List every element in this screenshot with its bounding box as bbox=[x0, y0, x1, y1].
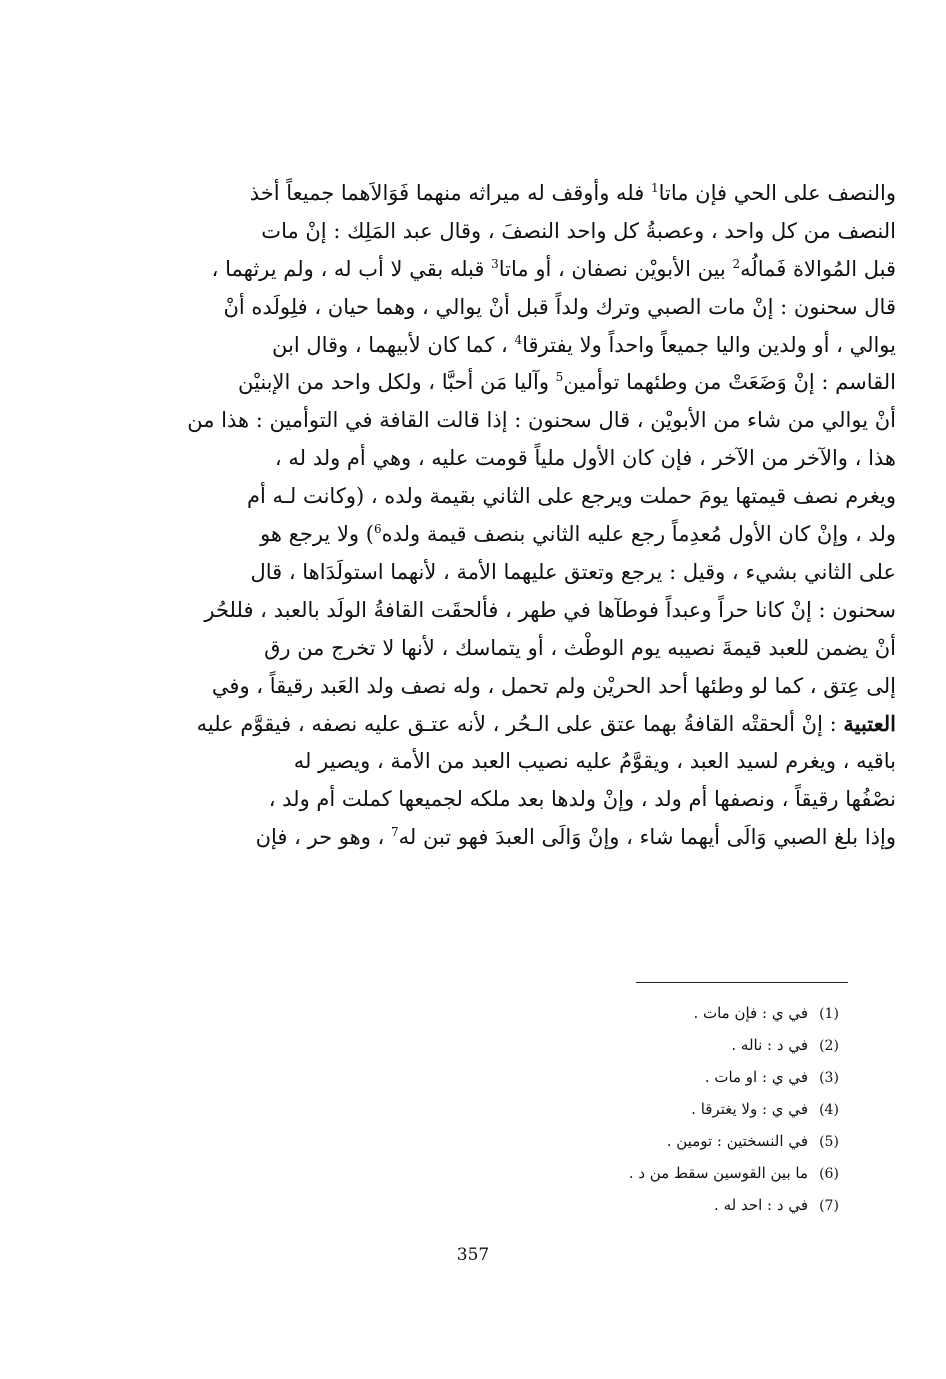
page-number: 357 bbox=[456, 1245, 490, 1265]
footnote-number: (3) bbox=[819, 1070, 839, 1086]
footnote-number: (6) bbox=[819, 1166, 839, 1182]
footnote-marker: 3 bbox=[491, 256, 499, 271]
footnote-item bbox=[470, 997, 850, 1029]
body-line: قال سحنون : إنْ مات الصبي وترك ولداً قبل أنْ يوالي ، وهما حيان ، فلِولَده أنْ bbox=[223, 294, 896, 319]
footnote-text: في النسختين : تومين . bbox=[666, 1132, 808, 1150]
footnote-number: (5) bbox=[819, 1134, 839, 1150]
bold-term: العتبية bbox=[843, 711, 896, 737]
footnote-marker: 1 bbox=[650, 181, 659, 195]
body-line: أنْ يوالي من شاء من الأبويْن ، قال سحنون : إذا قالت القافة في التوأمين : هذا من bbox=[187, 408, 896, 433]
body-line: إلى عِتق ، كما لو وطئها أحد الحريْن ولم تحمل ، وله نصف ولد العَبد رقيقاً ، وفي bbox=[211, 673, 896, 698]
body-line: نصْفُها رقيقاً ، ونصفها أم ولد ، وإنْ ولدها بعد ملكه لجميعها كملت أم ولد ، bbox=[268, 787, 896, 812]
body-line: العتبية : إنْ ألحقتْه القافةُ بهما عتق على الـحُر ، لأنه عتـق عليه نصفه ، فيقوَّم عليه bbox=[196, 711, 896, 737]
body-line: هذا ، والآخر من الآخر ، فإن كان الأول ملياً قومت عليه ، وهي أم ولد له ، bbox=[274, 446, 896, 471]
main-text-block bbox=[184, 175, 896, 857]
footnote-marker: 7 bbox=[391, 825, 399, 840]
footnote-text: في د : احد له . bbox=[714, 1196, 808, 1214]
body-line: النصف من كل واحد ، وعصبةُ كل واحد النصفَ ، وقال عبد المَلِك : إنْ مات bbox=[261, 218, 896, 243]
footnote-separator bbox=[636, 982, 848, 983]
footnote-number: (1) bbox=[819, 1006, 839, 1022]
body-line: قبل المُوالاة فَمالُه$^2$ بين الأبويْن نصفان ، أو ماتا$^3$ قبله بقي لا أب له ، ولم يرثهما ، bbox=[211, 256, 896, 281]
body-line: وإذا بلغ الصبي وَالَى أيهما شاء ، وإنْ وَالَى العبدَ فهو تبن له$^7$ ، وهو حر ، فإن bbox=[255, 825, 896, 850]
footnote-text: في ي : فإن مات . bbox=[693, 1004, 808, 1022]
body-line: باقيه ، ويغرم لسيد العبد ، ويقوَّمُ عليه نصيب العبد من الأمة ، ويصير له bbox=[293, 749, 896, 774]
footnote-marker: 5 bbox=[555, 370, 564, 385]
body-line: القاسم : إنْ وَضَعَتْ من وطئهما توأمين$^5$ وآليا مَن أحبَّا ، ولكل واحد من الإبنيْن bbox=[238, 370, 896, 395]
body-line: ولد ، وإنْ كان الأول مُعدِماً رجع عليه الثاني بنصف قيمة ولده$^6$) ولا يرجع هو bbox=[260, 522, 896, 547]
footnote-marker: 2 bbox=[732, 256, 741, 271]
footnote-item bbox=[470, 1061, 850, 1093]
body-line: ويغرم نصف قيمتها يومَ حملت ويرجع على الثاني بقيمة ولده ، (وكانت لـه أم bbox=[246, 484, 896, 509]
footnote-marker: 6 bbox=[373, 522, 382, 537]
footnote-item bbox=[470, 1093, 850, 1125]
footnote-item bbox=[470, 1157, 850, 1189]
footnote-number: (2) bbox=[819, 1038, 839, 1054]
footnote-text: ما بين القوسين سقط من د . bbox=[628, 1164, 808, 1182]
footnote-text: في د : ناله . bbox=[731, 1036, 808, 1054]
footnote-text: في ي : ولا يغترقا . bbox=[691, 1100, 808, 1118]
footnote-item bbox=[470, 1125, 850, 1157]
footnotes-list bbox=[470, 997, 850, 1221]
footnote-text: في ي : او مات . bbox=[704, 1068, 808, 1086]
footnote-number: (7) bbox=[819, 1198, 839, 1214]
footnote-marker: 4 bbox=[514, 332, 523, 347]
body-line: سحنون : إنْ كانا حراً وعبداً فوطآها في طهر ، فألحقَت القافةُ الولَد بالعبد ، فللحُر bbox=[204, 597, 896, 622]
body-line: على الثاني بشيء ، وقيل : يرجع وتعتق عليهما الأمة ، لأنهما استولَدَاها ، قال bbox=[250, 559, 896, 584]
body-line: أنْ يضمن للعبد قيمةَ نصيبه يوم الوطْث ، أو يتماسك ، لأنها لا تخرج من رق bbox=[264, 635, 896, 660]
body-line: والنصف على الحي فإن ماتا$^1$ فله وأوقف له ميراثه منهما فَوَالاَهما جميعاً أخذ bbox=[249, 181, 896, 205]
footnote-item bbox=[470, 1029, 850, 1061]
footnote-item bbox=[470, 1189, 850, 1221]
body-line: يوالي ، أو ولدين واليا جميعاً واحداً ولا يفترقا$^4$ ، كما كان لأبيهما ، وقال ابن bbox=[272, 332, 896, 357]
footnote-number: (4) bbox=[819, 1102, 839, 1118]
